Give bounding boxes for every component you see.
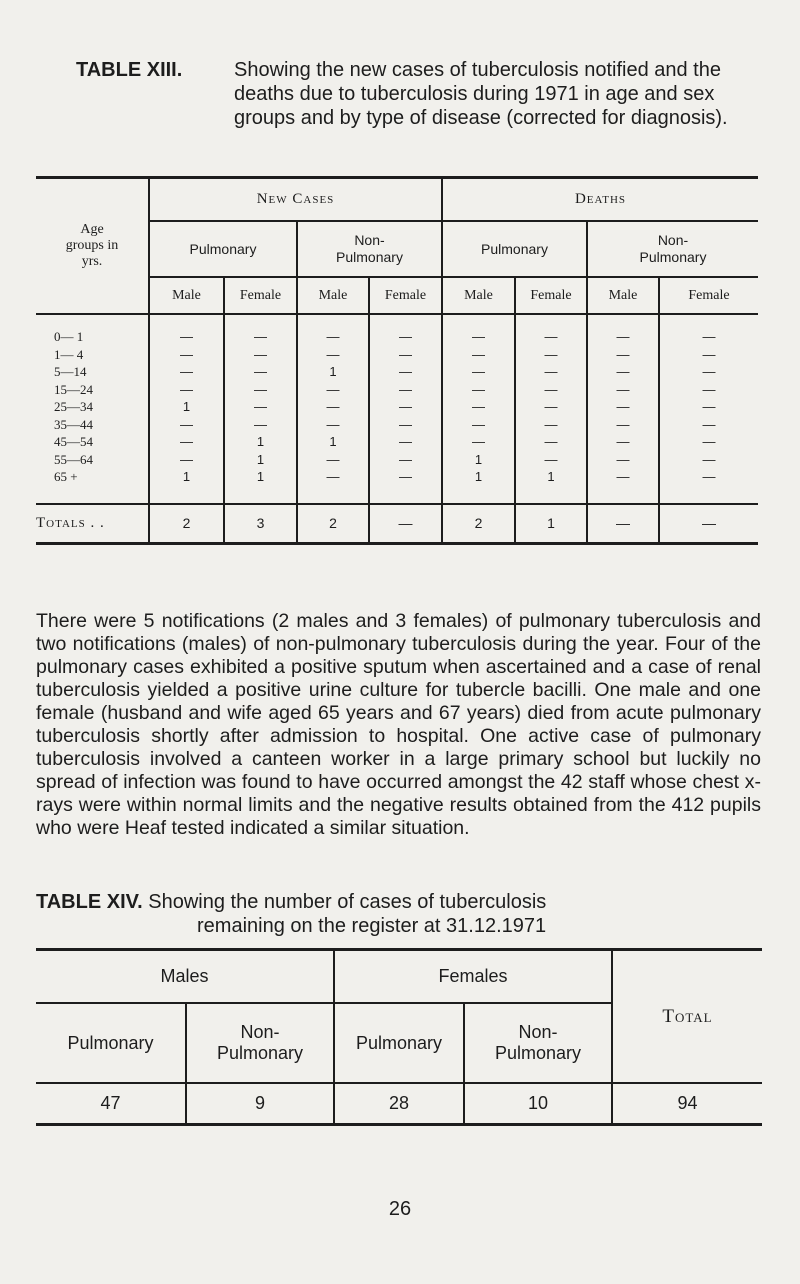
data-cell: — (659, 451, 758, 469)
data-cell: — (297, 346, 369, 364)
data-cell: — (442, 363, 515, 381)
data-cell: — (224, 381, 297, 399)
age-group-label: 45—54 (54, 434, 93, 450)
data-cell: — (515, 451, 587, 469)
totals-label: Totals . . (36, 504, 149, 544)
data-cell: — (369, 398, 442, 416)
data-cell: 1 (442, 468, 515, 486)
data-cell: — (587, 433, 659, 451)
sex-header-male: Male (149, 277, 224, 314)
data-cell: — (659, 328, 758, 346)
new-cases-header: New Cases (149, 179, 442, 221)
value-cell: 9 (186, 1083, 334, 1124)
data-cell: — (659, 468, 758, 486)
data-cell: — (149, 433, 224, 451)
females-nonpulmonary-header: Non- Pulmonary (464, 1003, 612, 1083)
age-group-label: 1— 4 (54, 346, 84, 362)
data-cell: — (515, 328, 587, 346)
sex-header-male: Male (587, 277, 659, 314)
data-cell: — (369, 468, 442, 486)
total-cell: — (659, 504, 758, 544)
data-cell: — (515, 398, 587, 416)
age-group-label: 35—44 (54, 416, 93, 432)
data-cell: — (297, 451, 369, 469)
data-cell: 1 (224, 468, 297, 486)
data-cell: — (442, 416, 515, 434)
age-row (36, 381, 758, 399)
new-pulmonary-header: Pulmonary (149, 221, 297, 277)
data-cell: 1 (515, 468, 587, 486)
data-cell: — (297, 468, 369, 486)
data-cell: — (587, 346, 659, 364)
table13-heading (76, 58, 756, 130)
data-cell: — (442, 381, 515, 399)
sex-header-female: Female (515, 277, 587, 314)
data-cell: — (515, 346, 587, 364)
data-cell: — (369, 346, 442, 364)
data-cell: — (297, 328, 369, 346)
data-cell: — (297, 381, 369, 399)
table14-heading (36, 890, 756, 938)
data-cell: — (149, 346, 224, 364)
age-row (36, 468, 758, 486)
age-row (36, 433, 758, 451)
total-cell: 2 (442, 504, 515, 544)
deaths-nonpulmonary-header: Non- Pulmonary (587, 221, 758, 277)
data-cell: 1 (297, 363, 369, 381)
table14-caption-line1: Showing the number of cases of tuberculosis (148, 891, 547, 913)
sex-header-female: Female (369, 277, 442, 314)
body-paragraph: There were 5 notifications (2 males and 3 females) of pulmonary tuberculosis and two notifications (males) of non-pulmonary tuberculosis during the year. Four of the pulmonary cases exhibited a positive sputum when ascertained and a case of renal tuberculosis yielded a positive urine culture for tubercle bacilli. One male and one female (husband and wife aged 65 years and 67 years) died from acute pulmonary tuberculosis shortly after admission to hospital. One active case of pulmonary tuberculosis involved a canteen worker in a large primary school but luckily no spread of infection was found to have occurred amongst the 42 staff whose chest x-rays were within normal limits and the negative results obtained from the 412 pupils who were Heaf tested indicated a similar situation. (36, 610, 761, 839)
age-row (36, 328, 758, 346)
data-cell: — (149, 328, 224, 346)
table14-number: TABLE XIV. (36, 891, 143, 913)
data-cell: — (442, 398, 515, 416)
data-cell: — (659, 381, 758, 399)
age-group-label: 25—34 (54, 399, 93, 415)
total-cell: 3 (224, 504, 297, 544)
value-cell: 10 (464, 1083, 612, 1124)
age-row (36, 416, 758, 434)
data-cell: — (587, 398, 659, 416)
table14-caption-line2: remaining on the register at 31.12.1971 (197, 915, 547, 937)
data-cell: — (297, 416, 369, 434)
table13-number: TABLE XIII. (76, 59, 183, 81)
data-cell: 1 (149, 468, 224, 486)
males-nonpulmonary-header: Non- Pulmonary (186, 1003, 334, 1083)
data-cell: — (515, 416, 587, 434)
table13 (36, 176, 758, 545)
sex-header-female: Female (659, 277, 758, 314)
data-cell: — (369, 416, 442, 434)
data-cell: — (149, 363, 224, 381)
data-cell: — (369, 328, 442, 346)
age-groups-header: Age groups in yrs. (36, 179, 149, 314)
total-cell: — (587, 504, 659, 544)
data-cell: 1 (224, 433, 297, 451)
data-cell: — (224, 416, 297, 434)
data-cell: — (149, 416, 224, 434)
total-cell: 2 (297, 504, 369, 544)
deaths-pulmonary-header: Pulmonary (442, 221, 587, 277)
males-header: Males (160, 966, 209, 986)
sex-header-male: Male (442, 277, 515, 314)
data-cell: — (659, 346, 758, 364)
age-row (36, 346, 758, 364)
data-cell: — (587, 381, 659, 399)
data-cell: — (369, 433, 442, 451)
age-group-label: 15—24 (54, 381, 93, 397)
total-cell: — (369, 504, 442, 544)
sex-header-female: Female (224, 277, 297, 314)
table14 (36, 948, 762, 1126)
value-cell: 47 (36, 1083, 186, 1124)
data-cell: — (369, 363, 442, 381)
data-cell: — (587, 468, 659, 486)
total-cell: 2 (149, 504, 224, 544)
age-group-label: 0— 1 (54, 329, 84, 345)
data-cell: 1 (442, 451, 515, 469)
data-cell: — (149, 381, 224, 399)
data-cell: — (442, 433, 515, 451)
data-cell: 1 (224, 451, 297, 469)
data-cell: 1 (297, 433, 369, 451)
value-cell: 28 (334, 1083, 464, 1124)
females-header: Females (334, 951, 612, 1003)
data-cell: — (442, 328, 515, 346)
data-cell: — (515, 433, 587, 451)
age-row (36, 398, 758, 416)
data-cell: — (659, 363, 758, 381)
total-cell: 1 (515, 504, 587, 544)
deaths-header: Deaths (442, 179, 758, 221)
data-cell: — (369, 381, 442, 399)
data-cell: — (659, 398, 758, 416)
data-cell: — (224, 363, 297, 381)
data-cell: — (515, 363, 587, 381)
age-group-label: 55—64 (54, 451, 93, 467)
data-cell: — (442, 346, 515, 364)
data-cell: — (297, 398, 369, 416)
males-pulmonary-header: Pulmonary (36, 1003, 186, 1083)
sex-header-male: Male (297, 277, 369, 314)
data-cell: — (587, 328, 659, 346)
total-header: Total (612, 951, 762, 1083)
data-cell: — (224, 398, 297, 416)
data-cell: — (369, 451, 442, 469)
data-cell: — (149, 451, 224, 469)
data-cell: — (587, 451, 659, 469)
page-number: 26 (388, 1198, 412, 1220)
females-pulmonary-header: Pulmonary (334, 1003, 464, 1083)
data-cell: — (587, 363, 659, 381)
age-group-label: 5—14 (54, 364, 87, 380)
age-row (36, 451, 758, 469)
data-cell: — (224, 328, 297, 346)
totals-row (36, 504, 758, 544)
age-row (36, 363, 758, 381)
total-value-cell: 94 (612, 1083, 762, 1124)
new-nonpulmonary-header: Non- Pulmonary (297, 221, 442, 277)
data-cell: — (659, 416, 758, 434)
data-cell: — (587, 416, 659, 434)
table13-caption: Showing the new cases of tuberculosis notified and the deaths due to tuberculosis during 1971 in age and sex groups and by type of disease (corrected for diagnosis). (234, 59, 728, 129)
data-cell: — (515, 381, 587, 399)
data-cell: — (659, 433, 758, 451)
data-cell: — (224, 346, 297, 364)
age-group-label: 65 + (54, 469, 78, 485)
data-cell: 1 (149, 398, 224, 416)
